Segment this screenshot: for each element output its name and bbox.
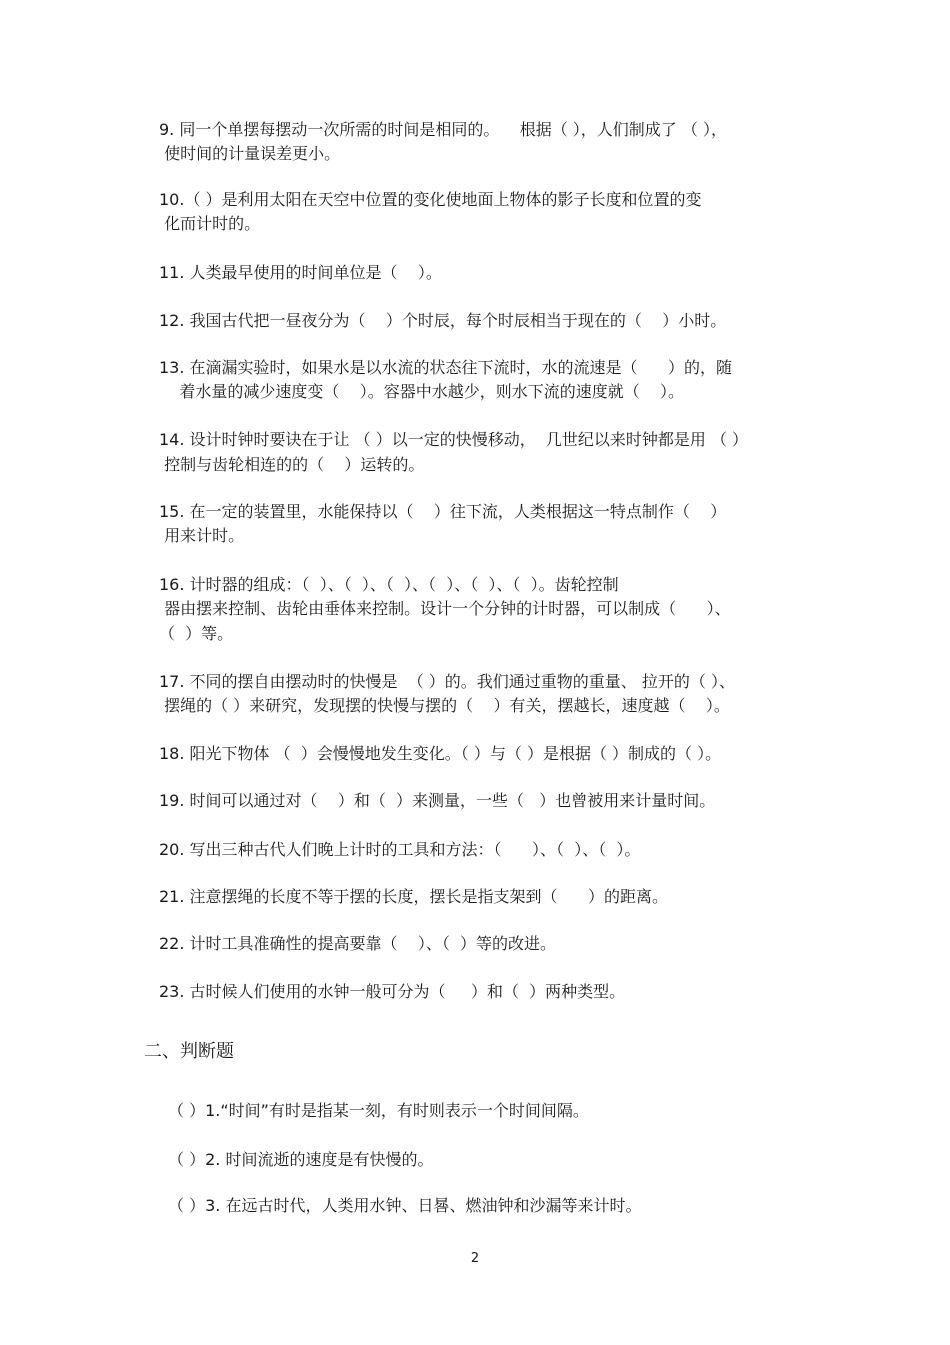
question-line: 用来计时。 bbox=[159, 526, 245, 545]
question-line: 10.（ ）是利用太阳在天空中位置的变化使地面上物体的影子长度和位置的变 bbox=[159, 190, 702, 209]
question-line: 使时间的计量误差更小。 bbox=[159, 144, 341, 163]
question-line: 20. 写出三种古代人们晚上计时的工具和方法：（ ）、（ ）、（ ）。 bbox=[159, 840, 641, 859]
question-line: 18. 阳光下物体 （ ）会慢慢地发生变化。（ ）与（ ）是根据（ ）制成的（ ）。 bbox=[159, 744, 722, 763]
question-line: 器由摆来控制、齿轮由垂体来控制。设计一个分钟的计时器，可以制成（ ）、 bbox=[159, 599, 731, 618]
section-title: 二、判断题 bbox=[144, 1041, 234, 1062]
question-line: 17. 不同的摆自由摆动时的快慢是 （ ）的。我们通过重物的重量、 拉开的（ ）、 bbox=[159, 672, 735, 691]
question-line: 12. 我国古代把一昼夜分为（ ）个时辰，每个时辰相当于现在的（ ）小时。 bbox=[159, 311, 727, 330]
question-line: 13. 在滴漏实验时，如果水是以水流的状态往下流时，水的流速是（ ）的，随 bbox=[159, 358, 733, 377]
question-line: 控制与齿轮相连的的（ ）运转的。 bbox=[159, 455, 425, 474]
question-line: 化而计时的。 bbox=[159, 214, 261, 233]
question-line: 23. 古时候人们使用的水钟一般可分为（ ）和（ ）两种类型。 bbox=[159, 982, 626, 1001]
question-line: （ ）等。 bbox=[159, 624, 234, 643]
question-line: 21. 注意摆绳的长度不等于摆的长度，摆长是指支架到（ ）的距离。 bbox=[159, 887, 669, 906]
judgment-item-2: （ ）2. 时间流逝的速度是有快慢的。 bbox=[168, 1150, 434, 1169]
question-line: 11. 人类最早使用的时间单位是（ ）。 bbox=[159, 263, 442, 282]
question-line: 摆绳的（ ）来研究，发现摆的快慢与摆的（ ）有关，摆越长，速度越（ ）。 bbox=[159, 696, 730, 715]
question-line: 16. 计时器的组成：（ ）、（ ）、（ ）、（ ）、（ ）、（ ）。齿轮控制 bbox=[159, 575, 619, 594]
judgment-item-1: （ ）1.“时间”有时是指某一刻，有时则表示一个时间间隔。 bbox=[168, 1101, 589, 1120]
question-line: 22. 计时工具准确性的提高要靠（ ）、（ ）等的改进。 bbox=[159, 934, 557, 953]
judgment-item-3: （ ）3. 在远古时代，人类用水钟、日晷、燃油钟和沙漏等来计时。 bbox=[168, 1196, 642, 1215]
question-line: 着水量的减少速度变（ ）。容器中水越少，则水下流的速度就（ ）。 bbox=[159, 382, 685, 401]
question-line: 19. 时间可以通过对（ ）和（ ）来测量，一些（ ）也曾被用来计量时间。 bbox=[159, 791, 716, 810]
question-line: 15. 在一定的装置里，水能保持以（ ）往下流，人类根据这一特点制作（ ） bbox=[159, 502, 727, 521]
question-line: 14. 设计时钟时要诀在于让 （ ）以一定的快慢移动， 几世纪以来时钟都是用 （ ） bbox=[159, 430, 749, 449]
question-line: 9. 同一个单摆每摆动一次所需的时间是相同的。 根据（ ），人们制成了 （ ）， bbox=[159, 120, 727, 139]
page-number: 2 bbox=[470, 1251, 480, 1266]
